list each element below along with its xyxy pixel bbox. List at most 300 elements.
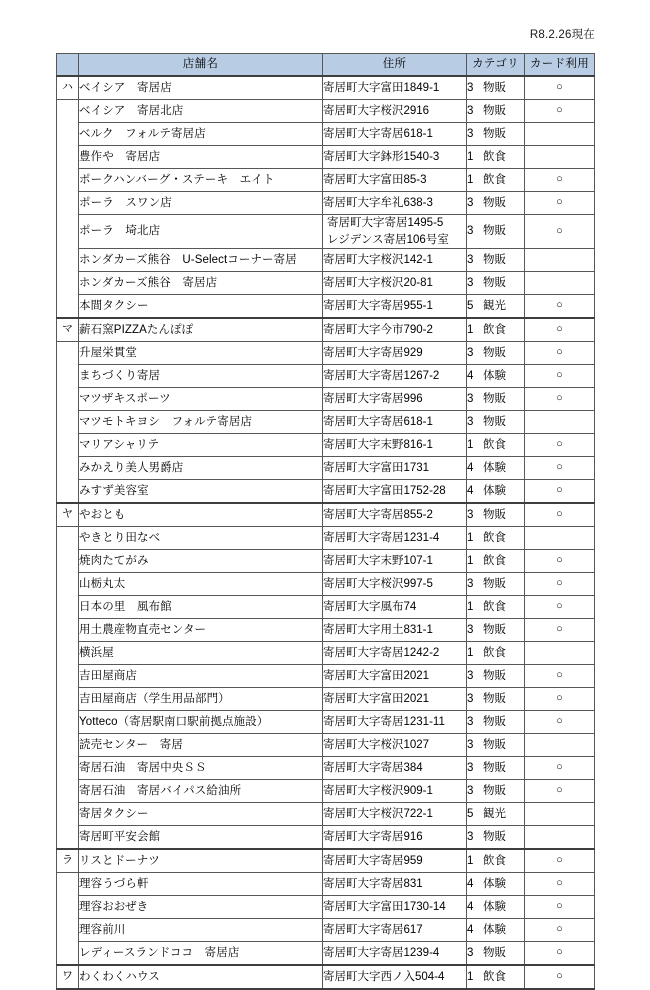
- store-address-cell: 寄居町大字風布74: [323, 596, 467, 619]
- card-usage-mark: ○: [525, 169, 595, 192]
- store-address-cell: 寄居町大字用土831-1: [323, 619, 467, 642]
- category-label: 物販: [483, 254, 506, 267]
- table-row: [57, 146, 595, 169]
- table-row: [57, 527, 595, 550]
- category-cell: [467, 688, 525, 711]
- store-directory-table-container: [56, 53, 594, 990]
- category-label: 体験: [483, 485, 506, 498]
- category-number: 3: [467, 127, 474, 140]
- kana-index-spacer: [57, 919, 79, 942]
- table-header: [57, 54, 595, 77]
- store-address-cell: 寄居町大字寄居831: [323, 873, 467, 896]
- category-label: 飲食: [483, 173, 506, 186]
- store-address-cell: 寄居町大字桜沢722-1: [323, 803, 467, 826]
- store-address-cell: 寄居町大字寄居959: [323, 849, 467, 873]
- category-label: 体験: [483, 462, 506, 475]
- store-name-cell: 寄居石油 寄居バイパス給油所: [79, 780, 323, 803]
- card-usage-mark: ○: [525, 100, 595, 123]
- card-usage-mark: ○: [525, 573, 595, 596]
- kana-index-spacer: [57, 215, 79, 249]
- category-cell: [467, 480, 525, 504]
- category-number: 4: [467, 901, 474, 914]
- category-number: 3: [467, 277, 474, 290]
- card-usage-mark: ○: [525, 457, 595, 480]
- table-row: [57, 665, 595, 688]
- table-row: [57, 642, 595, 665]
- category-number: 1: [467, 601, 474, 614]
- kana-index-spacer: [57, 734, 79, 757]
- category-cell: [467, 365, 525, 388]
- category-label: 物販: [483, 127, 506, 140]
- category-label: 飲食: [483, 555, 506, 568]
- column-header-address: 住所: [323, 54, 467, 77]
- category-number: 5: [467, 808, 474, 821]
- kana-index-spacer: [57, 642, 79, 665]
- card-usage-mark: ○: [525, 434, 595, 457]
- category-cell: [467, 757, 525, 780]
- store-name-cell: 理容おおぜき: [79, 896, 323, 919]
- category-cell: [467, 642, 525, 665]
- store-address-cell: 寄居町大字桜沢997-5: [323, 573, 467, 596]
- store-name-cell: ベイシア 寄居店: [79, 76, 323, 100]
- category-cell: [467, 434, 525, 457]
- card-usage-mark: ○: [525, 849, 595, 873]
- kana-index-spacer: [57, 573, 79, 596]
- category-number: 3: [467, 785, 474, 798]
- category-cell: [467, 123, 525, 146]
- category-label: 物販: [483, 347, 506, 360]
- table-row: [57, 919, 595, 942]
- category-cell: [467, 873, 525, 896]
- card-usage-mark: ○: [525, 480, 595, 504]
- card-usage-mark: ○: [525, 896, 595, 919]
- store-address-cell: 寄居町大字末野107-1: [323, 550, 467, 573]
- table-row: [57, 123, 595, 146]
- kana-index-spacer: [57, 688, 79, 711]
- store-address-cell: 寄居町大字末野816-1: [323, 434, 467, 457]
- card-usage-empty: [525, 642, 595, 665]
- store-address-cell: 寄居町大字桜沢909-1: [323, 780, 467, 803]
- category-cell: [467, 665, 525, 688]
- table-row: [57, 711, 595, 734]
- table-row: [57, 215, 595, 249]
- category-label: 物販: [483, 670, 506, 683]
- store-name-cell: ベイシア 寄居北店: [79, 100, 323, 123]
- store-address-cell: 寄居町大字寄居1231-11: [323, 711, 467, 734]
- address-line: 寄居町大字寄居1495-5: [327, 217, 444, 229]
- card-usage-mark: ○: [525, 711, 595, 734]
- category-number: 3: [467, 670, 474, 683]
- category-number: 3: [467, 104, 474, 117]
- category-number: 1: [467, 855, 474, 868]
- store-name-cell: 吉田屋商店: [79, 665, 323, 688]
- category-number: 1: [467, 532, 474, 545]
- store-address-cell: 寄居町大字富田1730-14: [323, 896, 467, 919]
- kana-index-spacer: [57, 780, 79, 803]
- category-number: 5: [467, 300, 474, 313]
- category-cell: [467, 411, 525, 434]
- store-name-cell: みすず美容室: [79, 480, 323, 504]
- store-name-cell: Yotteco（寄居駅南口駅前拠点施設）: [79, 711, 323, 734]
- category-label: 飲食: [483, 647, 506, 660]
- card-usage-empty: [525, 826, 595, 850]
- table-row: [57, 249, 595, 272]
- category-label: 物販: [483, 624, 506, 637]
- category-cell: [467, 573, 525, 596]
- category-label: 体験: [483, 370, 506, 383]
- store-name-cell: マツモトキヨシ フォルテ寄居店: [79, 411, 323, 434]
- table-row: [57, 434, 595, 457]
- table-row: [57, 295, 595, 319]
- category-cell: [467, 388, 525, 411]
- card-usage-mark: ○: [525, 873, 595, 896]
- kana-index-spacer: [57, 826, 79, 850]
- category-cell: [467, 942, 525, 966]
- table-row: [57, 965, 595, 989]
- category-number: 1: [467, 971, 474, 984]
- category-label: 観光: [483, 808, 506, 821]
- kana-index-spacer: [57, 169, 79, 192]
- kana-index-marker: ハ: [57, 76, 79, 100]
- store-address-cell: 寄居町大字富田1752-28: [323, 480, 467, 504]
- kana-index-spacer: [57, 100, 79, 123]
- category-label: 物販: [483, 509, 506, 522]
- category-number: 3: [467, 739, 474, 752]
- category-label: 飲食: [483, 855, 506, 868]
- store-directory-table: [56, 53, 595, 990]
- category-label: 物販: [483, 104, 506, 117]
- store-name-cell: 用土農産物直売センター: [79, 619, 323, 642]
- store-address-cell: 寄居町大字寄居618-1: [323, 123, 467, 146]
- category-cell: [467, 896, 525, 919]
- category-number: 3: [467, 693, 474, 706]
- kana-index-spacer: [57, 757, 79, 780]
- table-row: [57, 757, 595, 780]
- card-usage-mark: ○: [525, 665, 595, 688]
- store-address-cell: 寄居町大字寄居618-1: [323, 411, 467, 434]
- table-row: [57, 826, 595, 850]
- card-usage-mark: ○: [525, 365, 595, 388]
- category-number: 4: [467, 878, 474, 891]
- store-address-cell: 寄居町大字牟礼638-3: [323, 192, 467, 215]
- table-header-row: [57, 54, 595, 77]
- store-name-cell: やおとも: [79, 503, 323, 527]
- card-usage-mark: ○: [525, 76, 595, 100]
- category-number: 3: [467, 624, 474, 637]
- table-row: [57, 503, 595, 527]
- category-number: 3: [467, 947, 474, 960]
- card-usage-empty: [525, 411, 595, 434]
- category-cell: [467, 849, 525, 873]
- store-name-cell: 理容前川: [79, 919, 323, 942]
- table-row: [57, 873, 595, 896]
- category-number: 3: [467, 762, 474, 775]
- store-address-cell: 寄居町大字寄居1267-2: [323, 365, 467, 388]
- category-label: 物販: [483, 578, 506, 591]
- category-cell: [467, 342, 525, 365]
- store-name-cell: 焼肉たてがみ: [79, 550, 323, 573]
- category-cell: [467, 919, 525, 942]
- store-address-cell: 寄居町大字桜沢2916: [323, 100, 467, 123]
- category-number: 1: [467, 173, 474, 186]
- store-address-cell: 寄居町大字寄居916: [323, 826, 467, 850]
- store-name-cell: ポーラ スワン店: [79, 192, 323, 215]
- kana-index-spacer: [57, 665, 79, 688]
- store-address-cell: 寄居町大字今市790-2: [323, 318, 467, 342]
- card-usage-mark: ○: [525, 688, 595, 711]
- category-number: 1: [467, 647, 474, 660]
- category-cell: [467, 169, 525, 192]
- card-usage-empty: [525, 272, 595, 295]
- category-number: 3: [467, 81, 474, 94]
- store-address-cell: 寄居町大字鉢形1540-3: [323, 146, 467, 169]
- store-address-cell: 寄居町大字寄居955-1: [323, 295, 467, 319]
- category-cell: [467, 76, 525, 100]
- category-label: 物販: [483, 716, 506, 729]
- store-address-cell: 寄居町大字寄居617: [323, 919, 467, 942]
- kana-index-spacer: [57, 192, 79, 215]
- store-name-cell: 寄居石油 寄居中央ＳＳ: [79, 757, 323, 780]
- category-label: 飲食: [483, 532, 506, 545]
- category-number: 3: [467, 831, 474, 844]
- column-header-card-usage: カード利用: [525, 54, 595, 77]
- address-line: レジデンス寄居106号室: [327, 233, 449, 246]
- kana-index-spacer: [57, 550, 79, 573]
- store-address-cell: 寄居町大字富田2021: [323, 688, 467, 711]
- category-cell: [467, 596, 525, 619]
- category-label: 飲食: [483, 150, 506, 163]
- kana-index-spacer: [57, 596, 79, 619]
- table-row: [57, 192, 595, 215]
- store-address-cell: 寄居町大字富田2021: [323, 665, 467, 688]
- category-cell: [467, 457, 525, 480]
- kana-index-spacer: [57, 249, 79, 272]
- table-row: [57, 365, 595, 388]
- document-date-note: R8.2.26現在: [529, 29, 595, 41]
- table-row: [57, 411, 595, 434]
- table-row: [57, 942, 595, 966]
- kana-index-marker: ワ: [57, 965, 79, 989]
- category-label: 物販: [483, 277, 506, 290]
- kana-index-spacer: [57, 527, 79, 550]
- store-name-cell: 豊作や 寄居店: [79, 146, 323, 169]
- store-name-cell: マツザキスポーツ: [79, 388, 323, 411]
- store-name-cell: ホンダカーズ熊谷 寄居店: [79, 272, 323, 295]
- category-number: 1: [467, 324, 474, 337]
- category-cell: [467, 780, 525, 803]
- category-cell: [467, 826, 525, 850]
- store-name-cell: わくわくハウス: [79, 965, 323, 989]
- store-name-cell: 日本の里 風布館: [79, 596, 323, 619]
- kana-index-spacer: [57, 896, 79, 919]
- store-name-cell: ポーラ 埼北店: [79, 215, 323, 249]
- table-row: [57, 76, 595, 100]
- store-name-cell: やきとり田なべ: [79, 527, 323, 550]
- category-number: 3: [467, 196, 474, 209]
- card-usage-mark: ○: [525, 192, 595, 215]
- category-number: 1: [467, 555, 474, 568]
- category-cell: [467, 503, 525, 527]
- card-usage-empty: [525, 803, 595, 826]
- category-label: 物販: [483, 693, 506, 706]
- kana-index-spacer: [57, 342, 79, 365]
- category-label: 観光: [483, 300, 506, 313]
- store-address-cell: 寄居町大字西ノ入504-4: [323, 965, 467, 989]
- table-row: [57, 596, 595, 619]
- kana-index-marker: ヤ: [57, 503, 79, 527]
- card-usage-mark: ○: [525, 596, 595, 619]
- store-name-cell: マリアシャリテ: [79, 434, 323, 457]
- category-number: 3: [467, 578, 474, 591]
- card-usage-empty: [525, 146, 595, 169]
- card-usage-mark: ○: [525, 342, 595, 365]
- store-address-cell: 寄居町大字桜沢142-1: [323, 249, 467, 272]
- table-row: [57, 780, 595, 803]
- category-label: 物販: [483, 225, 506, 238]
- store-name-cell: まちづくり寄居: [79, 365, 323, 388]
- category-cell: [467, 619, 525, 642]
- table-row: [57, 573, 595, 596]
- card-usage-empty: [525, 734, 595, 757]
- category-number: 3: [467, 347, 474, 360]
- store-name-cell: 山栃丸太: [79, 573, 323, 596]
- kana-index-spacer: [57, 942, 79, 966]
- table-row: [57, 342, 595, 365]
- category-label: 体験: [483, 924, 506, 937]
- address-line-stack: [323, 215, 466, 248]
- category-label: 物販: [483, 947, 506, 960]
- store-name-cell: ポークハンバーグ・ステーキ エイト: [79, 169, 323, 192]
- kana-index-marker: マ: [57, 318, 79, 342]
- kana-index-spacer: [57, 411, 79, 434]
- table-row: [57, 169, 595, 192]
- store-address-cell: 寄居町大字桜沢1027: [323, 734, 467, 757]
- category-number: 3: [467, 225, 474, 238]
- category-cell: [467, 527, 525, 550]
- store-address-cell: 寄居町大字寄居1239-4: [323, 942, 467, 966]
- category-cell: [467, 550, 525, 573]
- store-name-cell: 寄居タクシー: [79, 803, 323, 826]
- card-usage-mark: ○: [525, 215, 595, 249]
- kana-index-spacer: [57, 434, 79, 457]
- store-name-cell: 吉田屋商店（学生用品部門）: [79, 688, 323, 711]
- store-address-cell: 寄居町大字寄居1242-2: [323, 642, 467, 665]
- table-row: [57, 803, 595, 826]
- card-usage-mark: ○: [525, 388, 595, 411]
- category-cell: [467, 215, 525, 249]
- kana-index-spacer: [57, 388, 79, 411]
- table-row: [57, 388, 595, 411]
- table-row: [57, 272, 595, 295]
- category-cell: [467, 803, 525, 826]
- table-row: [57, 457, 595, 480]
- category-label: 物販: [483, 393, 506, 406]
- category-cell: [467, 711, 525, 734]
- category-number: 4: [467, 924, 474, 937]
- table-row: [57, 619, 595, 642]
- card-usage-mark: ○: [525, 295, 595, 319]
- category-number: 1: [467, 439, 474, 452]
- store-name-cell: レディースランドココ 寄居店: [79, 942, 323, 966]
- card-usage-mark: ○: [525, 757, 595, 780]
- category-number: 3: [467, 716, 474, 729]
- card-usage-mark: ○: [525, 318, 595, 342]
- category-number: 3: [467, 393, 474, 406]
- kana-index-spacer: [57, 711, 79, 734]
- category-cell: [467, 146, 525, 169]
- store-address-cell: 寄居町大字寄居855-2: [323, 503, 467, 527]
- table-row: [57, 100, 595, 123]
- store-address-cell: 寄居町大字桜沢20-81: [323, 272, 467, 295]
- store-address-cell: 寄居町大字寄居929: [323, 342, 467, 365]
- store-address-cell: 寄居町大字富田85-3: [323, 169, 467, 192]
- column-header-store-name: 店舗名: [79, 54, 323, 77]
- store-name-cell: 横浜屋: [79, 642, 323, 665]
- kana-index-spacer: [57, 365, 79, 388]
- category-number: 1: [467, 150, 474, 163]
- card-usage-empty: [525, 249, 595, 272]
- card-usage-mark: ○: [525, 919, 595, 942]
- store-address-cell: 寄居町大字寄居384: [323, 757, 467, 780]
- category-number: 3: [467, 254, 474, 267]
- card-usage-mark: ○: [525, 942, 595, 966]
- kana-index-spacer: [57, 295, 79, 319]
- category-label: 飲食: [483, 324, 506, 337]
- column-header-category: カテゴリ: [467, 54, 525, 77]
- category-label: 物販: [483, 785, 506, 798]
- category-label: 体験: [483, 901, 506, 914]
- category-label: 物販: [483, 762, 506, 775]
- kana-index-spacer: [57, 480, 79, 504]
- store-name-cell: 理容うづら軒: [79, 873, 323, 896]
- category-label: 物販: [483, 739, 506, 752]
- store-address-cell: 寄居町大字寄居996: [323, 388, 467, 411]
- table-row: [57, 896, 595, 919]
- table-row: [57, 688, 595, 711]
- table-row: [57, 550, 595, 573]
- category-number: 4: [467, 462, 474, 475]
- kana-index-spacer: [57, 803, 79, 826]
- store-name-cell: リスとドーナツ: [79, 849, 323, 873]
- kana-index-spacer: [57, 457, 79, 480]
- kana-index-spacer: [57, 619, 79, 642]
- store-address-cell: 寄居町大字寄居1231-4: [323, 527, 467, 550]
- kana-index-marker: ラ: [57, 849, 79, 873]
- kana-index-spacer: [57, 146, 79, 169]
- category-label: 飲食: [483, 601, 506, 614]
- table-row: [57, 318, 595, 342]
- card-usage-mark: ○: [525, 503, 595, 527]
- store-name-cell: 寄居町平安会館: [79, 826, 323, 850]
- store-address-cell: 寄居町大字富田1731: [323, 457, 467, 480]
- category-cell: [467, 965, 525, 989]
- card-usage-empty: [525, 123, 595, 146]
- card-usage-mark: ○: [525, 550, 595, 573]
- category-cell: [467, 734, 525, 757]
- card-usage-mark: ○: [525, 780, 595, 803]
- card-usage-mark: ○: [525, 619, 595, 642]
- table-row: [57, 480, 595, 504]
- category-label: 飲食: [483, 971, 506, 984]
- category-cell: [467, 272, 525, 295]
- column-header-index: [57, 54, 79, 77]
- kana-index-spacer: [57, 272, 79, 295]
- kana-index-spacer: [57, 873, 79, 896]
- table-row: [57, 849, 595, 873]
- store-name-cell: ベルク フォルテ寄居店: [79, 123, 323, 146]
- category-label: 物販: [483, 196, 506, 209]
- store-name-cell: 薪石窯PIZZAたんぽぽ: [79, 318, 323, 342]
